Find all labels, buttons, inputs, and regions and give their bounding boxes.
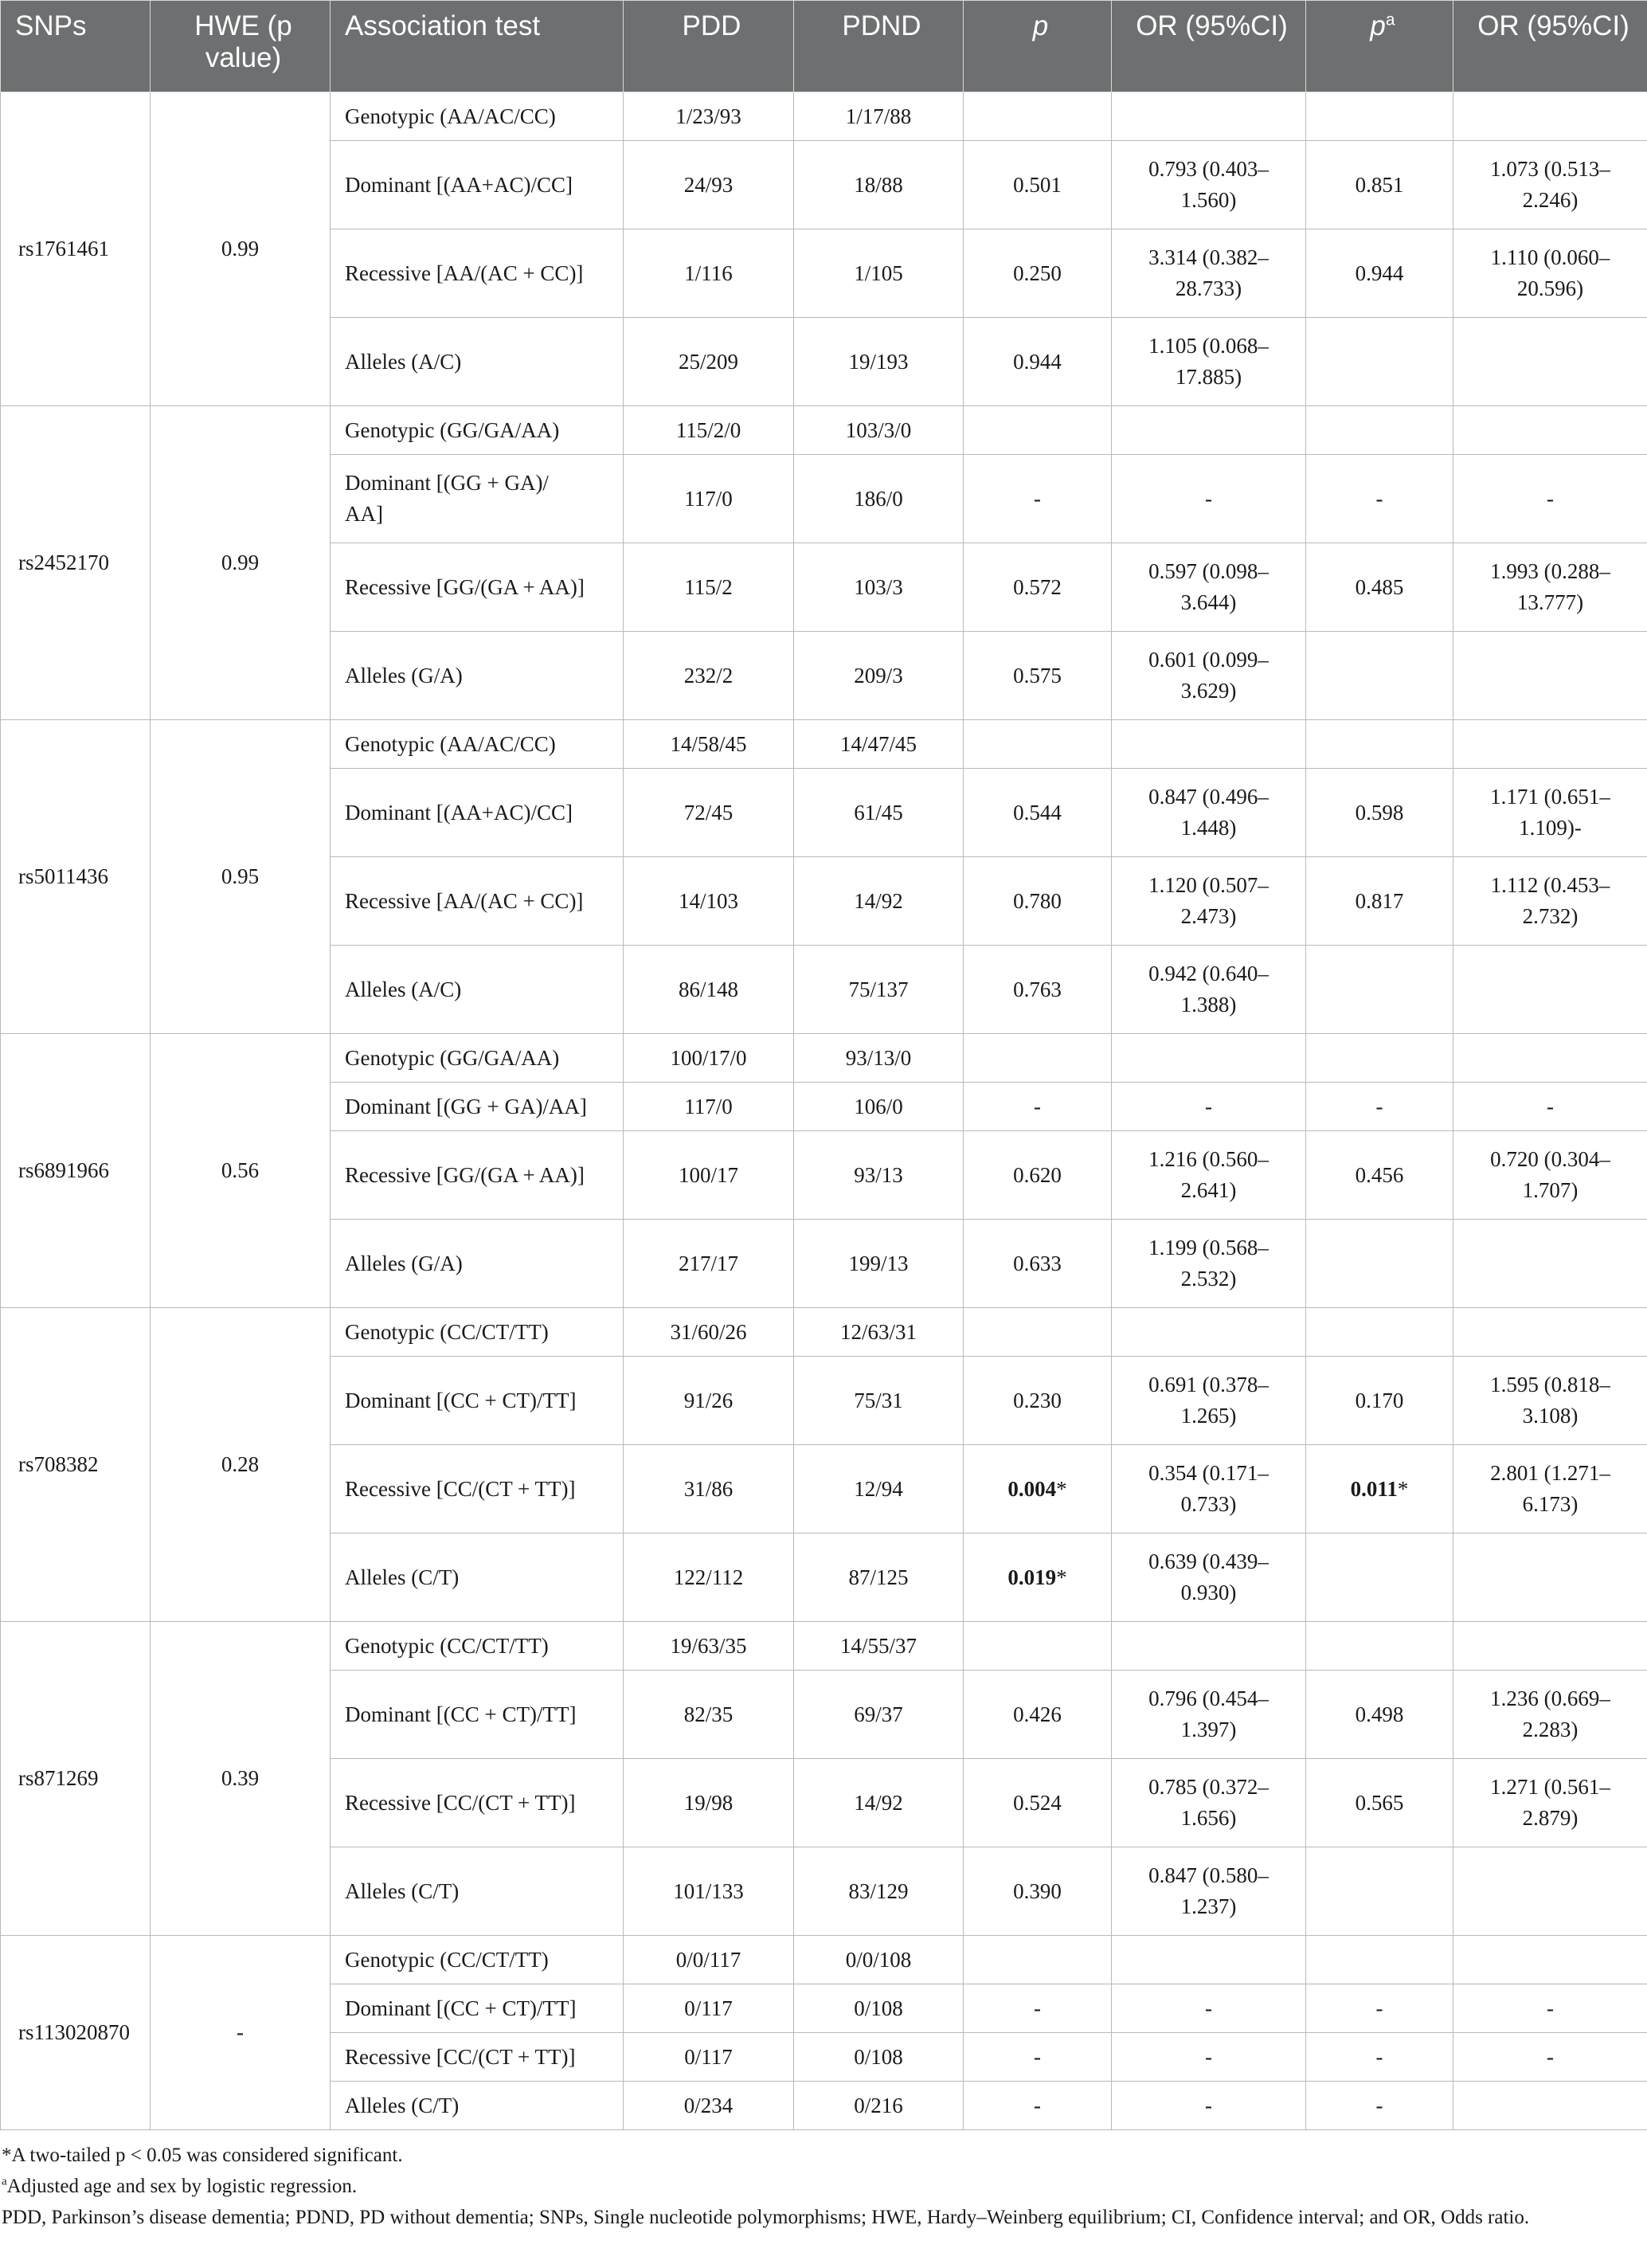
cell-line: Dominant [(GG + GA)/ [345,471,549,495]
adjusted-odds-ratio-cell [1453,946,1647,1034]
odds-ratio-cell [1112,92,1306,141]
cell-line: 1.595 (0.818– [1490,1373,1610,1396]
p-value-cell: 0.780 [964,857,1112,946]
adjusted-p-value-cell: - [1306,1984,1453,2033]
cell-line: 1.236 (0.669– [1490,1686,1610,1710]
adjusted-odds-ratio-cell [1453,1847,1647,1936]
cell-line: 0.691 (0.378– [1148,1373,1269,1396]
odds-ratio-cell [1112,946,1306,1034]
odds-ratio-cell [1112,1671,1306,1759]
p-value-cell [964,1936,1112,1984]
association-test-cell: Recessive [GG/(GA + AA)] [331,1131,624,1220]
pdnd-count-cell: 209/3 [794,632,964,720]
association-test-cell: Alleles (C/T) [331,1534,624,1622]
footnote-adjusted-text: Adjusted age and sex by logistic regression. [6,2176,358,2197]
adjusted-odds-ratio-cell: - [1453,455,1647,543]
pdd-count-cell: 14/58/45 [624,720,794,769]
adjusted-odds-ratio-cell [1453,1131,1647,1220]
adjusted-p-value-cell: 0.170 [1306,1357,1453,1445]
p-value-cell: 0.620 [964,1131,1112,1220]
cell-line: 3.629) [1180,679,1237,703]
cell-line: 1.120 (0.507– [1148,873,1269,897]
pdd-count-cell: 115/2 [624,543,794,632]
pdd-count-cell: 117/0 [624,455,794,543]
cell-line: 2.801 (1.271– [1490,1461,1610,1485]
table-footnotes [0,2143,1634,2230]
table-row [1,1936,1647,1984]
pdnd-count-cell: 14/92 [794,857,964,946]
adjusted-odds-ratio-cell [1453,141,1647,229]
table-row [1,720,1647,769]
pdnd-count-cell: 75/31 [794,1357,964,1445]
cell-line: 0.930) [1180,1581,1237,1604]
p-value-cell: 0.633 [964,1220,1112,1308]
footnote-adjusted-sup: a [2,2175,7,2188]
odds-ratio-cell [1112,318,1306,406]
cell-line: 20.596) [1516,276,1584,300]
association-test-cell: Alleles (G/A) [331,1220,624,1308]
p-value-cell [964,1445,1112,1534]
association-test-cell: Genotypic (GG/GA/AA) [331,1034,624,1083]
pdnd-count-cell: 0/0/108 [794,1936,964,1984]
pdnd-count-cell: 14/47/45 [794,720,964,769]
cell-line: 1.448) [1180,816,1237,840]
odds-ratio-cell [1112,1445,1306,1534]
header-pdd: PDD [624,1,794,92]
header-p [964,1,1112,92]
adjusted-odds-ratio-cell [1453,1220,1647,1308]
cell-line: 0.354 (0.171– [1148,1461,1269,1485]
pdnd-count-cell: 69/37 [794,1671,964,1759]
odds-ratio-cell [1112,1847,1306,1936]
pdnd-count-cell: 61/45 [794,769,964,857]
header-or: OR (95%CI) [1112,1,1306,92]
cell-line: 1.110 (0.060– [1490,245,1610,269]
pdnd-count-cell: 1/105 [794,229,964,318]
cell-line: 1.237) [1180,1894,1237,1918]
header-pa-sup: a [1385,10,1395,29]
cell-line: 1.388) [1180,993,1237,1016]
adjusted-p-value-cell: - [1306,2033,1453,2082]
cell-line: 2.283) [1522,1718,1579,1741]
association-test-cell: Alleles (C/T) [331,1847,624,1936]
association-test-cell: Genotypic (AA/AC/CC) [331,720,624,769]
adjusted-p-value-cell: 0.456 [1306,1131,1453,1220]
adjusted-p-value-cell [1306,720,1453,769]
association-test-cell: Recessive [CC/(CT + TT)] [331,1759,624,1847]
pdnd-count-cell: 0/108 [794,1984,964,2033]
header-snps: SNPs [1,1,151,92]
cell-line: 1.656) [1180,1806,1237,1830]
p-value-cell [964,1534,1112,1622]
pdd-count-cell: 100/17/0 [624,1034,794,1083]
association-test-cell: Recessive [AA/(AC + CC)] [331,229,624,318]
odds-ratio-cell [1112,1759,1306,1847]
significant-value: 0.019 [1007,1565,1057,1589]
pdd-count-cell: 86/148 [624,946,794,1034]
odds-ratio-cell [1112,769,1306,857]
adjusted-p-value-cell: - [1306,1083,1453,1131]
cell-line: 0.847 (0.496– [1148,785,1269,809]
adjusted-odds-ratio-cell: - [1453,1984,1647,2033]
adjusted-p-value-cell [1306,1847,1453,1936]
p-value-cell: - [964,455,1112,543]
odds-ratio-cell [1112,1220,1306,1308]
adjusted-odds-ratio-cell: - [1453,1083,1647,1131]
adjusted-p-value-cell: 0.944 [1306,229,1453,318]
p-value-cell: - [964,1984,1112,2033]
header-pdnd: PDND [794,1,964,92]
adjusted-odds-ratio-cell [1453,1357,1647,1445]
p-value-cell: 0.575 [964,632,1112,720]
cell-line: 0.639 (0.439– [1148,1549,1269,1573]
cell-line: 1.105 (0.068– [1148,334,1269,358]
adjusted-odds-ratio-cell [1453,1622,1647,1671]
cell-line: 1.560) [1180,188,1237,212]
pdnd-count-cell: 12/63/31 [794,1308,964,1357]
adjusted-p-value-cell [1306,406,1453,455]
cell-line: 1.265) [1180,1404,1237,1428]
odds-ratio-cell: - [1112,455,1306,543]
pdnd-count-cell: 186/0 [794,455,964,543]
significant-value: 0.011 [1350,1476,1398,1501]
association-test-cell: Alleles (C/T) [331,2082,624,2130]
adjusted-odds-ratio-cell: - [1453,2033,1647,2082]
odds-ratio-cell [1112,1308,1306,1357]
pdnd-count-cell: 18/88 [794,141,964,229]
p-value-cell [964,720,1112,769]
cell-line: 2.473) [1180,904,1237,928]
pdd-count-cell: 0/117 [624,2033,794,2082]
cell-line: 1.271 (0.561– [1490,1775,1610,1799]
odds-ratio-cell [1112,1357,1306,1445]
adjusted-p-value-cell [1306,946,1453,1034]
p-value-cell: - [964,2033,1112,2082]
cell-line: 0.733) [1180,1492,1237,1516]
adjusted-p-value-cell: 0.851 [1306,141,1453,229]
association-test-cell: Genotypic (CC/CT/TT) [331,1936,624,1984]
odds-ratio-cell [1112,1936,1306,1984]
pdd-count-cell: 19/98 [624,1759,794,1847]
association-test-cell: Genotypic (AA/AC/CC) [331,92,624,141]
pdd-count-cell: 14/103 [624,857,794,946]
adjusted-p-value-cell [1306,1308,1453,1357]
cell-line: 6.173) [1522,1492,1579,1516]
adjusted-p-value-cell: - [1306,455,1453,543]
p-value-cell: 0.390 [964,1847,1112,1936]
adjusted-odds-ratio-cell [1453,1034,1647,1083]
p-value-cell: 0.572 [964,543,1112,632]
association-test-cell: Dominant [(CC + CT)/TT] [331,1357,624,1445]
pdd-count-cell: 100/17 [624,1131,794,1220]
odds-ratio-cell [1112,857,1306,946]
adjusted-odds-ratio-cell [1453,769,1647,857]
association-test-cell: Dominant [(AA+AC)/CC] [331,141,624,229]
pdd-count-cell: 24/93 [624,141,794,229]
adjusted-p-value-cell: - [1306,2082,1453,2130]
pdd-count-cell: 25/209 [624,318,794,406]
hwe-cell: 0.95 [151,720,331,1034]
table-row [1,1622,1647,1671]
odds-ratio-cell: - [1112,2033,1306,2082]
pdd-count-cell: 122/112 [624,1534,794,1622]
header-association-test: Association test [331,1,624,92]
cell-line: 1.707) [1522,1178,1579,1202]
adjusted-p-value-cell [1306,1534,1453,1622]
adjusted-odds-ratio-cell [1453,1445,1647,1534]
pdd-count-cell: 115/2/0 [624,406,794,455]
cell-line: 0.720 (0.304– [1490,1147,1610,1171]
odds-ratio-cell [1112,1131,1306,1220]
adjusted-p-value-cell [1306,1936,1453,1984]
pdnd-count-cell: 103/3/0 [794,406,964,455]
adjusted-odds-ratio-cell [1453,720,1647,769]
pdnd-count-cell: 75/137 [794,946,964,1034]
association-test-cell: Recessive [CC/(CT + TT)] [331,2033,624,2082]
pdnd-count-cell: 12/94 [794,1445,964,1534]
hwe-cell: 0.99 [151,406,331,720]
association-test-cell: Genotypic (CC/CT/TT) [331,1308,624,1357]
association-test-cell: Recessive [GG/(GA + AA)] [331,543,624,632]
odds-ratio-cell [1112,141,1306,229]
pdnd-count-cell: 106/0 [794,1083,964,1131]
cell-line: 13.777) [1516,590,1584,614]
pdnd-count-cell: 103/3 [794,543,964,632]
snp-id-cell: rs6891966 [1,1034,151,1308]
p-value-cell [964,406,1112,455]
association-test-cell: Recessive [CC/(CT + TT)] [331,1445,624,1534]
adjusted-p-value-cell [1306,1622,1453,1671]
pdnd-count-cell: 19/193 [794,318,964,406]
pdnd-count-cell: 14/55/37 [794,1622,964,1671]
cell-line: 2.641) [1180,1178,1237,1202]
association-test-cell: Alleles (A/C) [331,318,624,406]
pdnd-count-cell: 83/129 [794,1847,964,1936]
pdd-count-cell: 217/17 [624,1220,794,1308]
odds-ratio-cell [1112,229,1306,318]
footnote-adjusted [2,2174,1634,2199]
cell-line: 0.847 (0.580– [1148,1863,1269,1887]
header-pa-text: p [1370,10,1386,41]
cell-line: 0.942 (0.640– [1148,962,1269,985]
header-or-adjusted: OR (95%CI) [1453,1,1647,92]
p-value-cell: 0.501 [964,141,1112,229]
cell-line: 0.597 (0.098– [1148,559,1269,583]
odds-ratio-cell [1112,720,1306,769]
adjusted-p-value-cell [1306,632,1453,720]
association-test-cell [331,455,624,543]
header-hwe-text: HWE (p value) [194,10,292,73]
cell-line: 2.732) [1522,904,1579,928]
snp-id-cell: rs708382 [1,1308,151,1622]
pdd-count-cell: 101/133 [624,1847,794,1936]
adjusted-odds-ratio-cell [1453,229,1647,318]
header-hwe [151,1,331,92]
association-test-cell: Recessive [AA/(AC + CC)] [331,857,624,946]
odds-ratio-cell [1112,543,1306,632]
cell-line: 3.644) [1180,590,1237,614]
cell-line: 1.109)- [1519,816,1582,840]
p-value-cell [964,1622,1112,1671]
adjusted-odds-ratio-cell [1453,92,1647,141]
cell-line: 1.199 (0.568– [1148,1236,1269,1259]
adjusted-p-value-cell [1306,92,1453,141]
footnote-abbreviations: PDD, Parkinson’s disease dementia; PDND, PD without dementia; SNPs, Single nucleotide polymorphisms; HWE, Hardy–Weinberg equilibrium; CI, Confidence interval; and OR, Odds ratio. [2,2207,1530,2228]
association-test-cell: Genotypic (CC/CT/TT) [331,1622,624,1671]
cell-line: 3.314 (0.382– [1148,245,1269,269]
p-value-cell: 0.230 [964,1357,1112,1445]
adjusted-odds-ratio-cell [1453,406,1647,455]
cell-line: 0.793 (0.403– [1148,157,1269,181]
pdd-count-cell: 82/35 [624,1671,794,1759]
cell-line: 17.885) [1175,365,1242,389]
pdd-count-cell: 0/234 [624,2082,794,2130]
header-p-text: p [1032,10,1049,41]
association-test-cell: Dominant [(AA+AC)/CC] [331,769,624,857]
snp-id-cell: rs5011436 [1,720,151,1034]
significance-mark: * [1056,1565,1067,1589]
footnote-significance: *A two-tailed p < 0.05 was considered significant. [2,2145,403,2166]
p-value-cell: 0.944 [964,318,1112,406]
pdd-count-cell: 0/117 [624,1984,794,2033]
p-value-cell: 0.250 [964,229,1112,318]
adjusted-p-value-cell: 0.485 [1306,543,1453,632]
hwe-cell: - [151,1936,331,2130]
association-test-cell: Dominant [(GG + GA)/AA] [331,1083,624,1131]
odds-ratio-cell [1112,1622,1306,1671]
pdd-count-cell: 19/63/35 [624,1622,794,1671]
adjusted-p-value-cell [1306,1220,1453,1308]
table-row [1,92,1647,141]
table-header-row [1,1,1647,92]
pdd-count-cell: 31/60/26 [624,1308,794,1357]
adjusted-odds-ratio-cell [1453,857,1647,946]
adjusted-p-value-cell: 0.565 [1306,1759,1453,1847]
adjusted-odds-ratio-cell [1453,2082,1647,2130]
p-value-cell [964,92,1112,141]
association-test-cell: Alleles (G/A) [331,632,624,720]
p-value-cell: - [964,1083,1112,1131]
cell-line: 2.532) [1180,1267,1237,1291]
hwe-cell: 0.99 [151,92,331,406]
adjusted-p-value-cell [1306,1445,1453,1534]
p-value-cell: 0.763 [964,946,1112,1034]
p-value-cell: 0.426 [964,1671,1112,1759]
pdnd-count-cell: 87/125 [794,1534,964,1622]
p-value-cell: 0.524 [964,1759,1112,1847]
p-value-cell [964,1308,1112,1357]
significant-value: 0.004 [1007,1476,1057,1501]
cell-line: 2.246) [1522,188,1579,212]
significance-mark: * [1056,1476,1067,1501]
association-test-cell: Dominant [(CC + CT)/TT] [331,1671,624,1759]
pdd-count-cell: 117/0 [624,1083,794,1131]
pdd-count-cell: 72/45 [624,769,794,857]
snp-id-cell: rs1761461 [1,92,151,406]
p-value-cell: 0.544 [964,769,1112,857]
association-test-cell: Alleles (A/C) [331,946,624,1034]
cell-line: 1.073 (0.513– [1490,157,1610,181]
pdnd-count-cell: 93/13 [794,1131,964,1220]
snp-id-cell: rs113020870 [1,1936,151,2130]
cell-line: 0.796 (0.454– [1148,1686,1269,1710]
hwe-cell: 0.28 [151,1308,331,1622]
odds-ratio-cell: - [1112,1083,1306,1131]
significance-mark: * [1397,1476,1409,1501]
pdnd-count-cell: 93/13/0 [794,1034,964,1083]
pdd-count-cell: 232/2 [624,632,794,720]
cell-line: 0.601 (0.099– [1148,648,1269,672]
adjusted-odds-ratio-cell [1453,1308,1647,1357]
cell-line: 1.112 (0.453– [1490,873,1610,897]
table-row [1,1034,1647,1083]
table-row [1,406,1647,455]
odds-ratio-cell [1112,632,1306,720]
pdnd-count-cell: 0/216 [794,2082,964,2130]
pdnd-count-cell: 1/17/88 [794,92,964,141]
pdd-count-cell: 91/26 [624,1357,794,1445]
cell-line: 1.993 (0.288– [1490,559,1610,583]
odds-ratio-cell: - [1112,2082,1306,2130]
association-test-cell: Dominant [(CC + CT)/TT] [331,1984,624,2033]
adjusted-p-value-cell [1306,318,1453,406]
pdd-count-cell: 1/23/93 [624,92,794,141]
snp-id-cell: rs871269 [1,1622,151,1936]
cell-line: 2.879) [1522,1806,1579,1830]
adjusted-odds-ratio-cell [1453,318,1647,406]
odds-ratio-cell [1112,406,1306,455]
adjusted-odds-ratio-cell [1453,1671,1647,1759]
adjusted-p-value-cell: 0.498 [1306,1671,1453,1759]
pdd-count-cell: 31/86 [624,1445,794,1534]
cell-line: 28.733) [1175,276,1242,300]
cell-line: 1.216 (0.560– [1148,1147,1269,1171]
header-p-adjusted [1306,1,1453,92]
adjusted-odds-ratio-cell [1453,1936,1647,1984]
pdnd-count-cell: 0/108 [794,2033,964,2082]
cell-line: AA] [345,502,383,526]
adjusted-odds-ratio-cell [1453,543,1647,632]
p-value-cell [964,1034,1112,1083]
pdd-count-cell: 0/0/117 [624,1936,794,1984]
odds-ratio-cell [1112,1534,1306,1622]
table-row [1,1308,1647,1357]
cell-line: 1.397) [1180,1718,1237,1741]
adjusted-p-value-cell [1306,1034,1453,1083]
adjusted-odds-ratio-cell [1453,632,1647,720]
hwe-cell: 0.39 [151,1622,331,1936]
table-body [1,92,1647,2130]
association-test-cell: Genotypic (GG/GA/AA) [331,406,624,455]
cell-line: 0.785 (0.372– [1148,1775,1269,1799]
adjusted-odds-ratio-cell [1453,1534,1647,1622]
p-value-cell: - [964,2082,1112,2130]
odds-ratio-cell [1112,1034,1306,1083]
cell-line: 1.171 (0.651– [1490,785,1610,809]
adjusted-p-value-cell: 0.598 [1306,769,1453,857]
adjusted-p-value-cell: 0.817 [1306,857,1453,946]
odds-ratio-cell: - [1112,1984,1306,2033]
adjusted-odds-ratio-cell [1453,1759,1647,1847]
pdd-count-cell: 1/116 [624,229,794,318]
pdnd-count-cell: 199/13 [794,1220,964,1308]
snp-id-cell: rs2452170 [1,406,151,720]
cell-line: 3.108) [1522,1404,1579,1428]
hwe-cell: 0.56 [151,1034,331,1308]
pdnd-count-cell: 14/92 [794,1759,964,1847]
